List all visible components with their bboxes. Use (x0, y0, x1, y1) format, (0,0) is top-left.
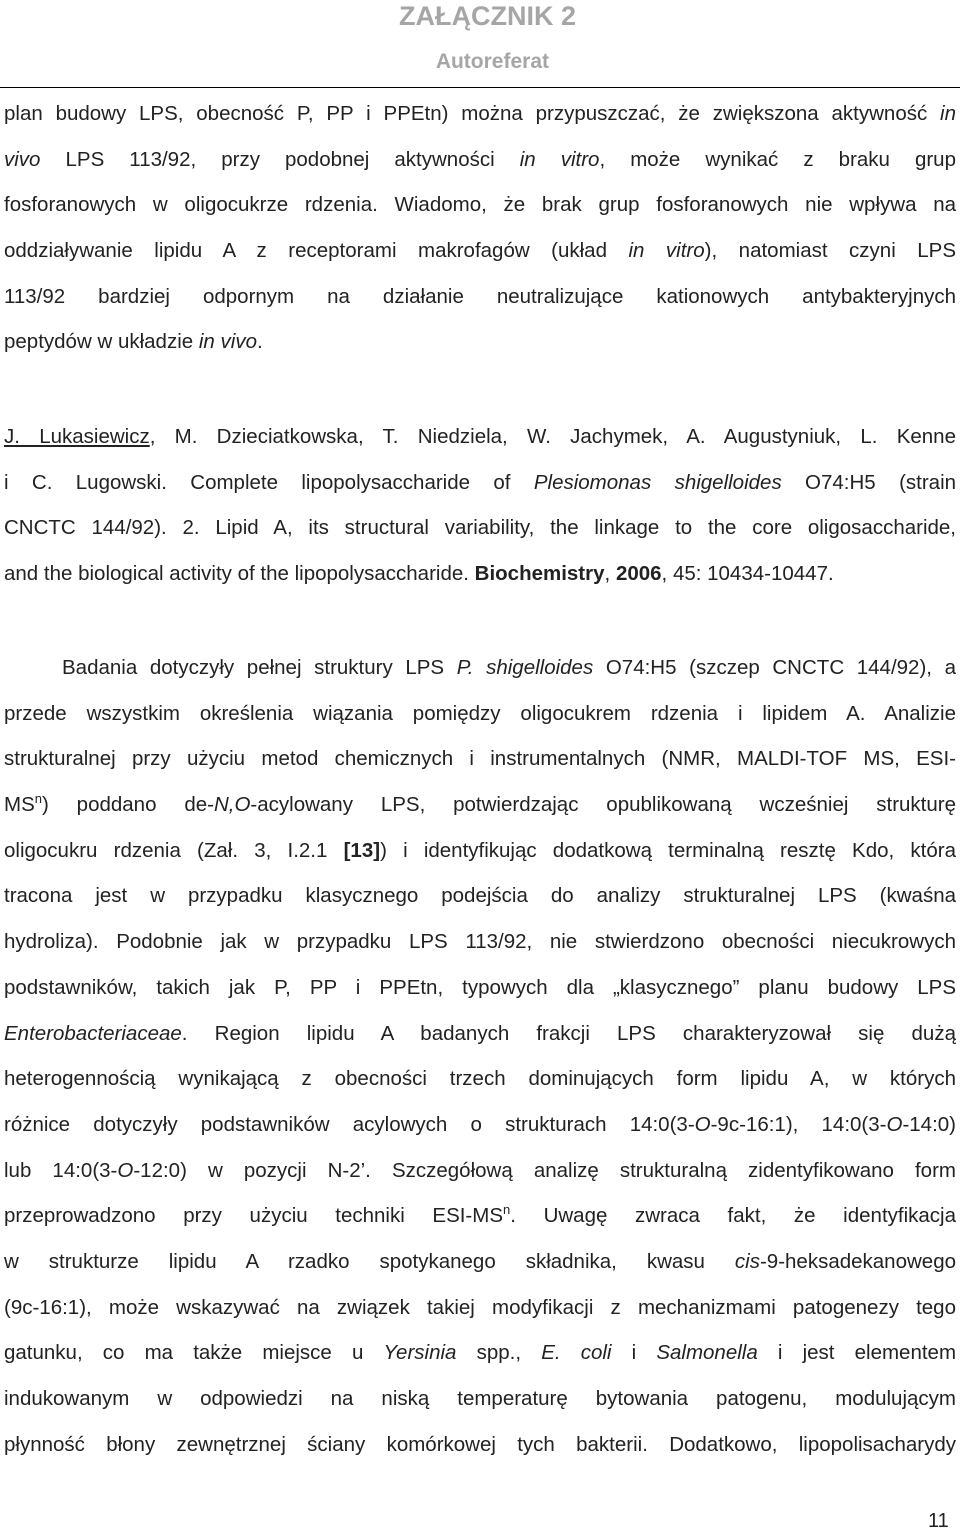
publication-reference (4, 414, 956, 597)
text-line: w strukturze lipidu A rzadko spotykanego składnika, kwasu cis-9-heksadekanowego (4, 1249, 956, 1273)
text-line: plan budowy LPS, obecność P, PP i PPEtn) można przypuszczać, że zwiększona aktywność in (4, 102, 956, 125)
text-line: oligocukru rdzenia (Zał. 3, I.2.1 [13]) i identyfikując dodatkową terminalną resztę Kdo, która (4, 838, 956, 862)
text-line: Enterobacteriaceae. Region lipidu A badanych frakcji LPS charakteryzował się dużą (4, 1021, 956, 1045)
text-line: podstawników, takich jak P, PP i PPEtn, typowych dla „klasycznego” planu budowy LPS (4, 975, 956, 999)
text-line: płynność błony zewnętrznej ściany komórkowej tych bakterii. Dodatkowo, lipopolisacharydy (4, 1432, 956, 1456)
text-line: peptydów w układzie in vivo. (4, 330, 263, 354)
text-line: strukturalnej przy użyciu metod chemicznych i instrumentalnych (NMR, MALDI-TOF MS, ESI- (4, 747, 956, 771)
text-line: tracona jest w przypadku klasycznego podejścia do analizy strukturalnej LPS (kwaśna (4, 884, 956, 908)
annex-title: ZAŁĄCZNIK 2 (399, 1, 576, 31)
text-line: hydroliza). Podobnie jak w przypadku LPS 113/92, nie stwierdzono obecności niecukrowych (4, 930, 956, 954)
text-line: vivo LPS 113/92, przy podobnej aktywności in vitro, może wynikać z braku grup (4, 147, 956, 171)
author-highlight: J. Lukasiewicz (4, 425, 150, 448)
document-subtitle: Autoreferat (435, 50, 549, 73)
text-line: 113/92 bardziej odpornym na działanie neutralizujące kationowych antybakteryjnych (4, 284, 956, 308)
text-line: $MS^n$) poddano de-N,O-acylowany LPS, potwierdzając opublikowaną wcześniej strukturę (4, 791, 957, 817)
text-line: (9c-16:1), może wskazywać na związek takiej modyfikacji z mechanizmami patogenezy tego (4, 1295, 956, 1319)
text-line: i C. Lugowski. Complete lipopolysaccharide of Plesiomonas shigelloides O74:H5 (strain (4, 470, 957, 494)
text-line: przeprowadzono przy użyciu techniki ESI-$MS^n$. Uwagę zwraca fakt, że identyfikacja (4, 1202, 956, 1228)
journal-name: Biochemistry (474, 562, 605, 586)
reference-journal-line: and the biological activity of the lipopolysaccharide. Biochemistry, 2006, 45: 10434-10447. (4, 562, 834, 586)
page-number: 11 (928, 1510, 949, 1532)
header-divider (0, 87, 960, 88)
text-line: lub 14:0(3-O-12:0) w pozycji N-2’. Szczegółową analizę strukturalną zidentyfikowano form (4, 1158, 956, 1182)
text-line: CNCTC 144/92). 2. Lipid A, its structural variability, the linkage to the core oligosaccharide, (4, 516, 956, 540)
reference-authors: J. Lukasiewicz, M. Dzieciatkowska, T. Niedziela, W. Jachymek, A. Augustyniuk, L. Kenne (4, 425, 956, 448)
text-line: przede wszystkim określenia wiązania pomiędzy oligocukrem rdzenia i lipidem A. Analizie (4, 701, 956, 725)
text-line: indukowanym w odpowiedzi na niską temperaturę bytowania patogenu, modulującym (4, 1387, 956, 1410)
paragraph-main (4, 645, 956, 1467)
citation-ref: [13] (343, 838, 381, 862)
text-line: różnice dotyczyły podstawników acylowych o strukturach 14:0(3-O-9c-16:1), 14:0(3-O-14:0) (4, 1112, 956, 1136)
text-line: Badania dotyczyły pełnej struktury LPS P. shigelloides O74:H5 (szczep CNCTC 144/92), a (62, 656, 956, 679)
publication-year: 2006 (615, 562, 662, 586)
text-line: heterogennością wynikającą z obecności trzech dominujących form lipidu A, w których (4, 1067, 956, 1091)
text-line: gatunku, co ma także miejsce u Yersinia spp., E. coli i Salmonella i jest elementem (4, 1341, 957, 1365)
text-line: fosforanowych w oligocukrze rdzenia. Wiadomo, że brak grup fosforanowych nie wpływa na (4, 193, 956, 217)
text-line: oddziaływanie lipidu A z receptorami makrofagów (układ in vitro), natomiast czyni LPS (4, 239, 956, 263)
paragraph-continuation (4, 91, 956, 365)
